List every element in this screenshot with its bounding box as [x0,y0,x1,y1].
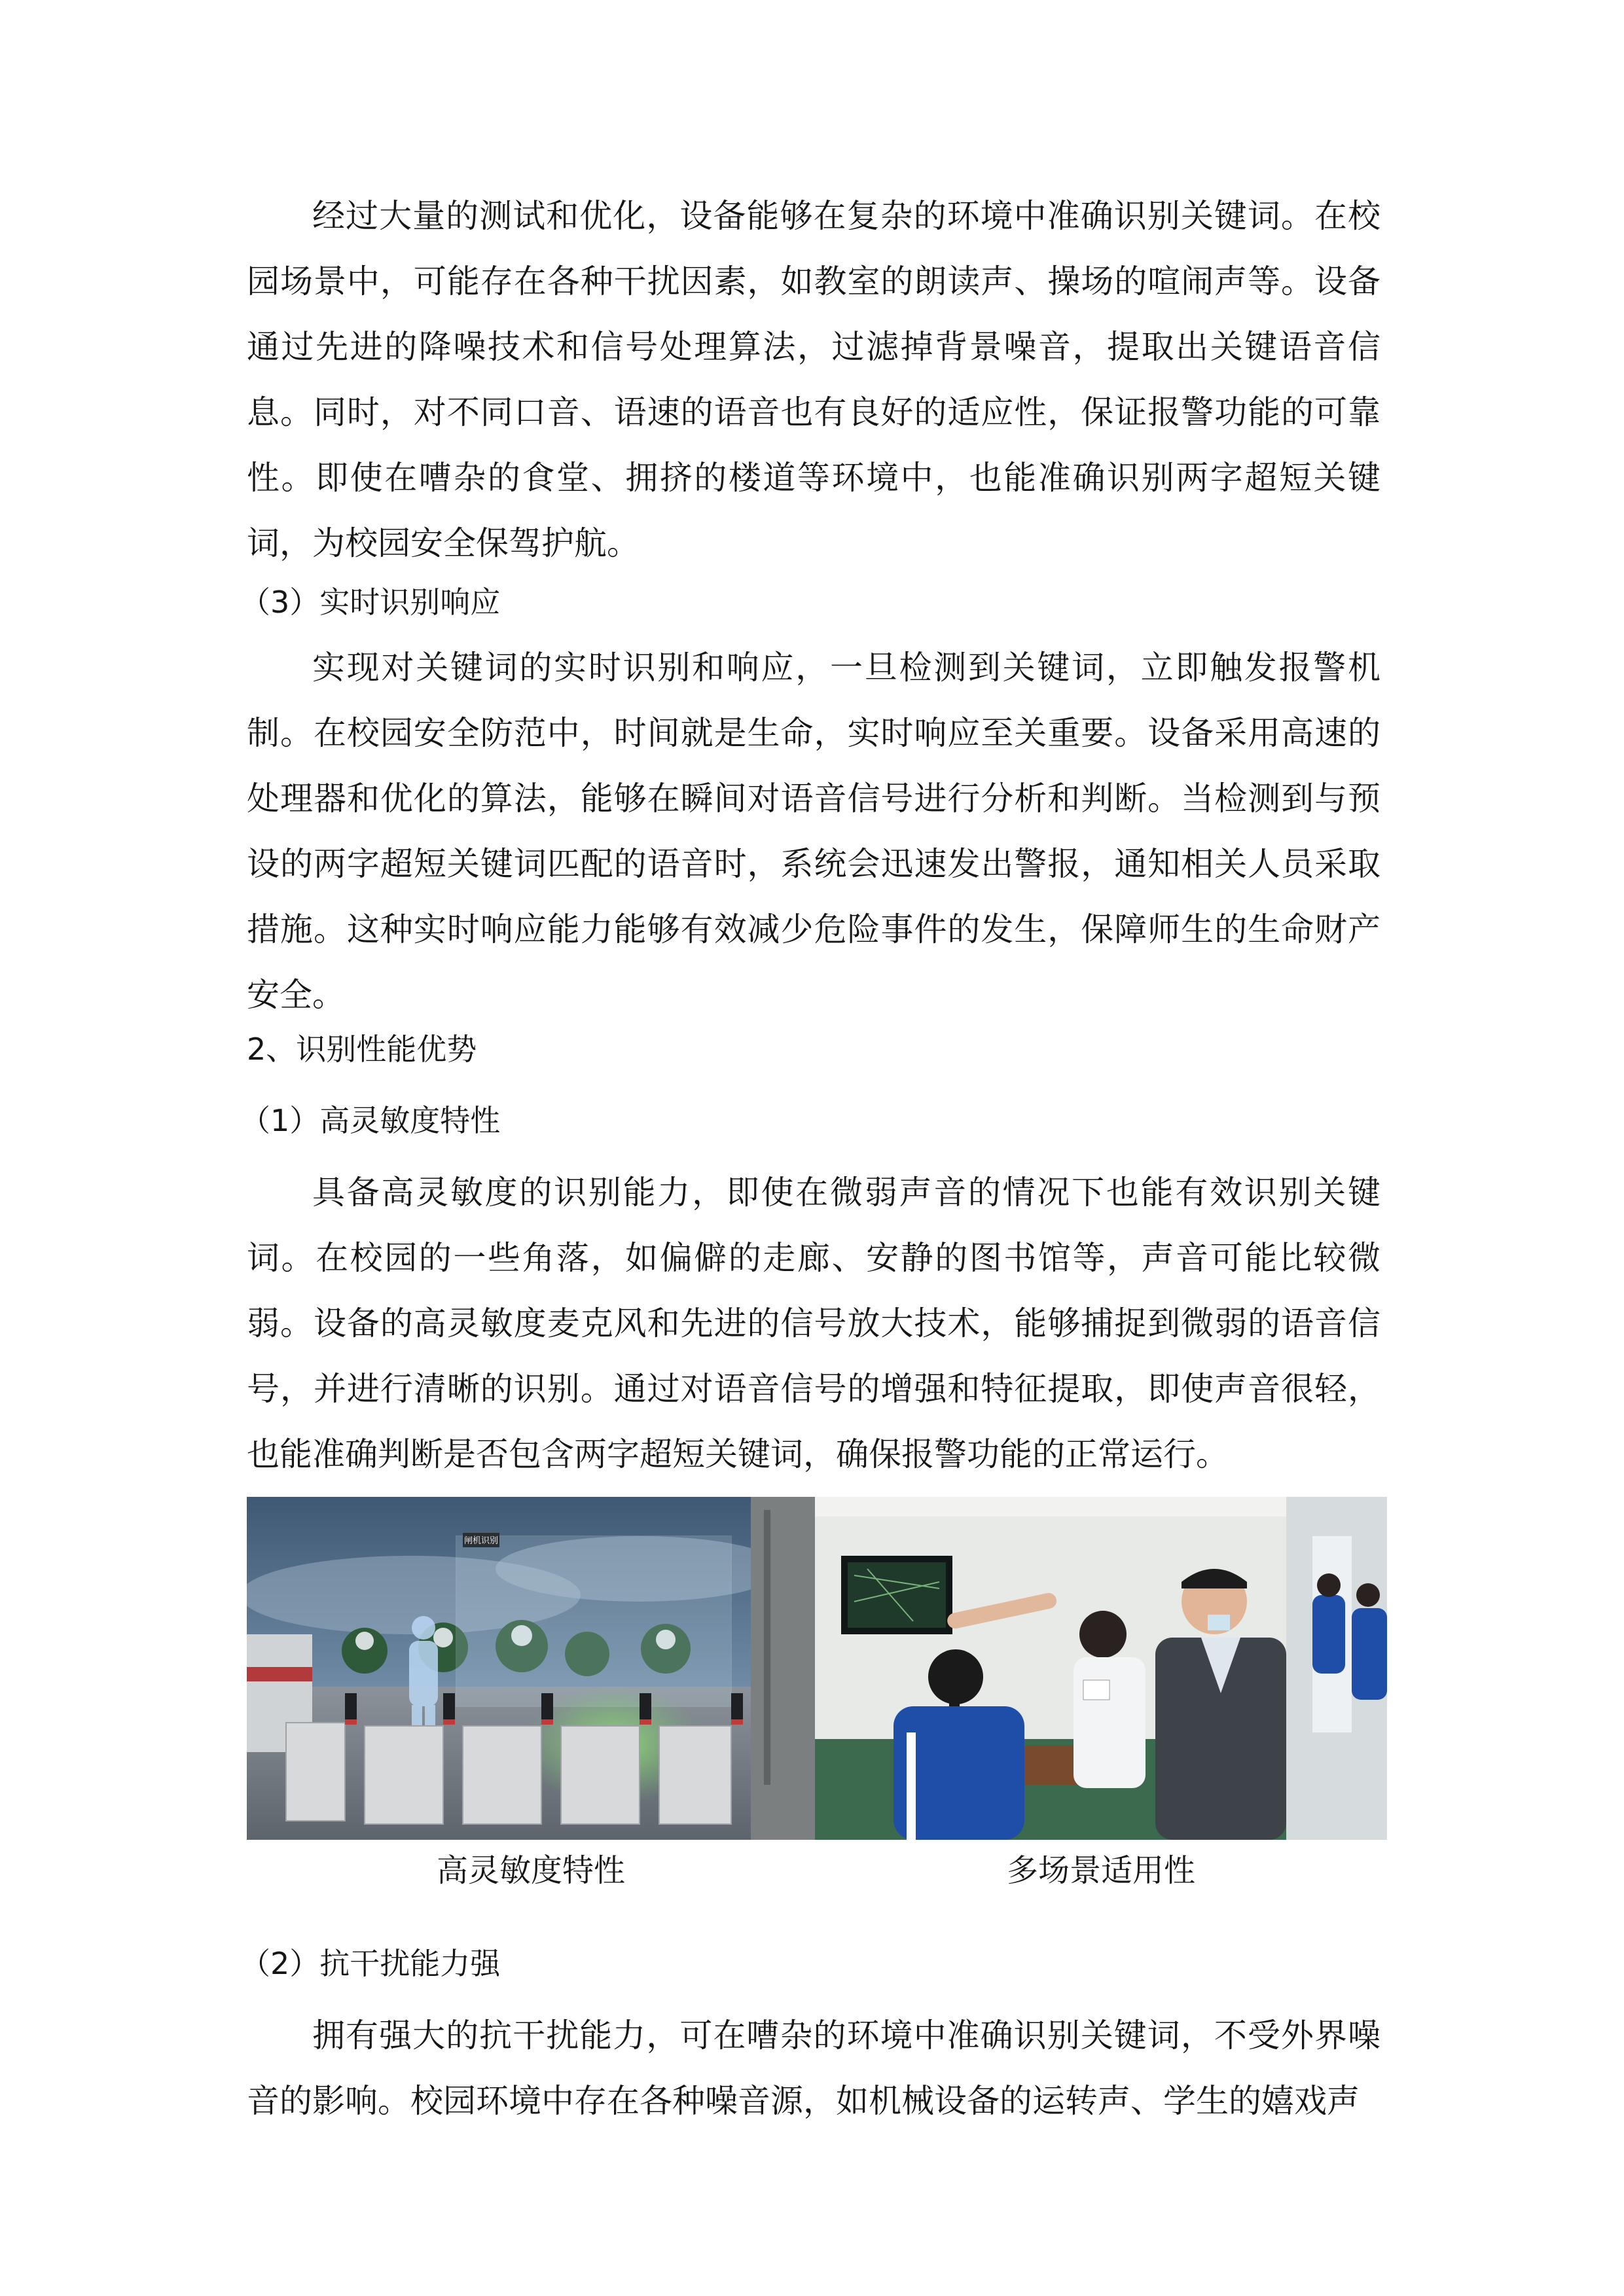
heading-recognition-advantages: 2、识别性能优势 [247,1031,477,1067]
caption-multi-scene: 多场景适用性 [1006,1852,1195,1889]
paragraph-realtime-response: 实现对关键词的实时识别和响应，一旦检测到关键词，立即触发报警机制。在校园安全防范中，时间就是生命，实时响应至关重要。设备采用高速的处理器和优化的算法，能够在瞬间对语音信号进行分析和判断。当检测到与预设的两字超短关键词匹配的语音时，系统会迅速发出警报，通知相关人员采取措施。这种实时响应能力能够有效减少危险事件的发生，保障师生的生命财产安全。 [247,649,1380,1014]
heading-high-sensitivity: （1）高灵敏度特性 [240,1103,501,1138]
heading-realtime-response: （3）实时识别响应 [240,584,501,620]
screen-sign-text: 闸机识别 [463,1536,499,1546]
paragraph-anti-interference: 拥有强大的抗干扰能力，可在嘈杂的环境中准确识别关键词，不受外界噪音的影响。校园环境中存在各种噪音源，如机械设备的运转声、学生的嬉戏声 [247,2017,1380,2120]
caption-high-sensitivity: 高灵敏度特性 [436,1852,625,1889]
paragraph-keyword-accuracy: 经过大量的测试和优化，设备能够在复杂的环境中准确识别关键词。在校园场景中，可能存在各种干扰因素，如教室的朗读声、操场的喧闹声等。设备通过先进的降噪技术和信号处理算法，过滤掉背景噪音，提取出关键语音信息。同时，对不同口音、语速的语音也有良好的适应性，保证报警功能的可靠性。即使在嘈杂的食堂、拥挤的楼道等环境中，也能准确识别两字超短关键词，为校园安全保驾护航。 [247,197,1380,562]
heading-anti-interference: （2）抗干扰能力强 [240,1946,501,1981]
paragraph-high-sensitivity: 具备高灵敏度的识别能力，即使在微弱声音的情况下也能有效识别关键词。在校园的一些角落，如偏僻的走廊、安静的图书馆等，声音可能比较微弱。设备的高灵敏度麦克风和先进的信号放大技术，能够捕捉到微弱的语音信号，并进行清晰的识别。通过对语音信号的增强和特征提取，即使声音很轻，也能准确判断是否包含两字超短关键词，确保报警功能的正常运行。 [247,1174,1380,1473]
figure-multi-scene-image [815,1497,1387,1840]
figure-gate-recognition-image [247,1497,815,1840]
